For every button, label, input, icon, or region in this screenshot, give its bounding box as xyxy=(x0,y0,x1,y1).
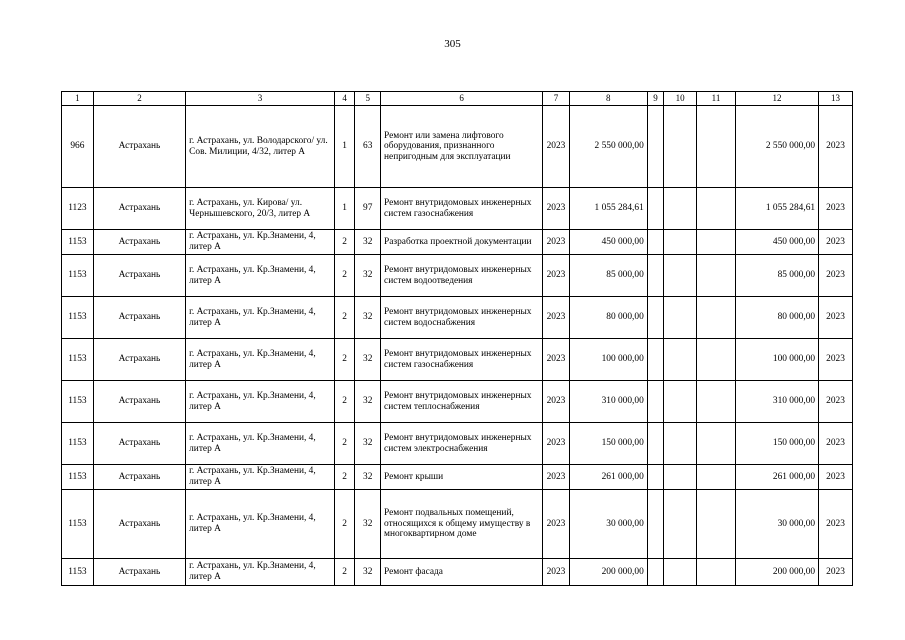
cell-address: г. Астрахань, ул. Кр.Знамени, 4, литер А xyxy=(186,423,335,465)
cell-end: 2023 xyxy=(819,339,853,381)
cell-c9 xyxy=(647,339,663,381)
cell-c5: 97 xyxy=(355,188,381,230)
cell-cost: 2 550 000,00 xyxy=(569,106,647,188)
column-number: 5 xyxy=(355,92,381,106)
table-row xyxy=(62,230,853,255)
cell-city: Астрахань xyxy=(93,381,185,423)
cell-c5: 32 xyxy=(355,381,381,423)
cell-work: Ремонт внутридомовых инженерных систем теплоснабжения xyxy=(381,381,543,423)
cell-cost: 310 000,00 xyxy=(569,381,647,423)
cell-c9 xyxy=(647,230,663,255)
cell-c10 xyxy=(664,297,697,339)
page-number: 305 xyxy=(444,38,461,50)
cell-year: 2023 xyxy=(543,381,570,423)
cell-c4: 2 xyxy=(334,381,355,423)
cell-c4: 2 xyxy=(334,297,355,339)
cell-cost: 150 000,00 xyxy=(569,423,647,465)
column-number: 10 xyxy=(664,92,697,106)
cell-c5: 63 xyxy=(355,106,381,188)
cell-end: 2023 xyxy=(819,465,853,490)
cell-end: 2023 xyxy=(819,297,853,339)
cell-c4: 2 xyxy=(334,490,355,559)
cell-work: Ремонт внутридомовых инженерных систем электроснабжения xyxy=(381,423,543,465)
cell-end: 2023 xyxy=(819,188,853,230)
column-number: 11 xyxy=(697,92,736,106)
cell-c9 xyxy=(647,490,663,559)
column-number: 8 xyxy=(569,92,647,106)
cell-address: г. Астрахань, ул. Кр.Знамени, 4, литер А xyxy=(186,230,335,255)
cell-city: Астрахань xyxy=(93,106,185,188)
cell-end: 2023 xyxy=(819,559,853,586)
column-number: 4 xyxy=(334,92,355,106)
cell-address: г. Астрахань, ул. Володарского/ ул. Сов. Милиции, 4/32, литер А xyxy=(186,106,335,188)
cell-c10 xyxy=(664,255,697,297)
column-number: 13 xyxy=(819,92,853,106)
cell-work: Ремонт внутридомовых инженерных систем газоснабжения xyxy=(381,188,543,230)
cell-cost: 200 000,00 xyxy=(569,559,647,586)
cell-year: 2023 xyxy=(543,188,570,230)
cell-address: г. Астрахань, ул. Кр.Знамени, 4, литер А xyxy=(186,490,335,559)
cell-city: Астрахань xyxy=(93,465,185,490)
cell-id: 1153 xyxy=(62,297,94,339)
cell-c9 xyxy=(647,465,663,490)
cell-c9 xyxy=(647,559,663,586)
cell-c11 xyxy=(697,490,736,559)
cell-cost: 261 000,00 xyxy=(569,465,647,490)
cell-total: 2 550 000,00 xyxy=(735,106,818,188)
cell-address: г. Астрахань, ул. Кирова/ ул. Чернышевского, 20/3, литер А xyxy=(186,188,335,230)
cell-c10 xyxy=(664,423,697,465)
cell-year: 2023 xyxy=(543,423,570,465)
cell-cost: 1 055 284,61 xyxy=(569,188,647,230)
column-number-row xyxy=(62,92,853,106)
cell-c5: 32 xyxy=(355,255,381,297)
cell-city: Астрахань xyxy=(93,490,185,559)
cell-year: 2023 xyxy=(543,255,570,297)
cell-cost: 450 000,00 xyxy=(569,230,647,255)
cell-id: 1153 xyxy=(62,255,94,297)
table-row xyxy=(62,106,853,188)
cell-c4: 2 xyxy=(334,255,355,297)
table-row xyxy=(62,297,853,339)
cell-c4: 2 xyxy=(334,230,355,255)
cell-year: 2023 xyxy=(543,297,570,339)
cell-work: Ремонт внутридомовых инженерных систем газоснабжения xyxy=(381,339,543,381)
cell-c4: 2 xyxy=(334,423,355,465)
cell-total: 80 000,00 xyxy=(735,297,818,339)
cell-end: 2023 xyxy=(819,490,853,559)
column-number: 3 xyxy=(186,92,335,106)
column-number: 7 xyxy=(543,92,570,106)
cell-c5: 32 xyxy=(355,230,381,255)
cell-work: Ремонт или замена лифтового оборудования, признанного непригодным для эксплуатации xyxy=(381,106,543,188)
cell-c11 xyxy=(697,423,736,465)
cell-c9 xyxy=(647,423,663,465)
cell-c11 xyxy=(697,381,736,423)
cell-c10 xyxy=(664,339,697,381)
table-row xyxy=(62,339,853,381)
cell-c10 xyxy=(664,465,697,490)
cell-c5: 32 xyxy=(355,465,381,490)
cell-end: 2023 xyxy=(819,423,853,465)
cell-c9 xyxy=(647,106,663,188)
cell-c11 xyxy=(697,188,736,230)
cell-city: Астрахань xyxy=(93,297,185,339)
cell-c10 xyxy=(664,381,697,423)
table-row xyxy=(62,381,853,423)
cell-c11 xyxy=(697,230,736,255)
cell-id: 1153 xyxy=(62,465,94,490)
cell-total: 100 000,00 xyxy=(735,339,818,381)
cell-c11 xyxy=(697,465,736,490)
cell-year: 2023 xyxy=(543,339,570,381)
cell-c5: 32 xyxy=(355,423,381,465)
cell-year: 2023 xyxy=(543,230,570,255)
cell-address: г. Астрахань, ул. Кр.Знамени, 4, литер А xyxy=(186,381,335,423)
table-row xyxy=(62,423,853,465)
cell-city: Астрахань xyxy=(93,188,185,230)
cell-c9 xyxy=(647,297,663,339)
cell-end: 2023 xyxy=(819,106,853,188)
cell-year: 2023 xyxy=(543,106,570,188)
cell-city: Астрахань xyxy=(93,255,185,297)
cell-id: 1123 xyxy=(62,188,94,230)
cell-c11 xyxy=(697,559,736,586)
cell-c4: 1 xyxy=(334,106,355,188)
cell-total: 85 000,00 xyxy=(735,255,818,297)
cell-id: 1153 xyxy=(62,490,94,559)
cell-year: 2023 xyxy=(543,465,570,490)
column-number: 9 xyxy=(647,92,663,106)
cell-id: 1153 xyxy=(62,339,94,381)
cell-total: 450 000,00 xyxy=(735,230,818,255)
cell-id: 1153 xyxy=(62,423,94,465)
table-row xyxy=(62,188,853,230)
cell-id: 1153 xyxy=(62,559,94,586)
cell-id: 1153 xyxy=(62,381,94,423)
cell-work: Разработка проектной документации xyxy=(381,230,543,255)
cell-total: 150 000,00 xyxy=(735,423,818,465)
cell-id: 1153 xyxy=(62,230,94,255)
cell-cost: 80 000,00 xyxy=(569,297,647,339)
cell-work: Ремонт подвальных помещений, относящихся к общему имуществу в многоквартирном доме xyxy=(381,490,543,559)
cell-year: 2023 xyxy=(543,559,570,586)
cell-work: Ремонт внутридомовых инженерных систем водоснабжения xyxy=(381,297,543,339)
cell-address: г. Астрахань, ул. Кр.Знамени, 4, литер А xyxy=(186,465,335,490)
cell-total: 200 000,00 xyxy=(735,559,818,586)
cell-c11 xyxy=(697,339,736,381)
cell-address: г. Астрахань, ул. Кр.Знамени, 4, литер А xyxy=(186,255,335,297)
table-row xyxy=(62,559,853,586)
cell-work: Ремонт внутридомовых инженерных систем водоотведения xyxy=(381,255,543,297)
cell-c11 xyxy=(697,255,736,297)
cell-total: 30 000,00 xyxy=(735,490,818,559)
cell-c9 xyxy=(647,188,663,230)
cell-city: Астрахань xyxy=(93,423,185,465)
cell-c5: 32 xyxy=(355,490,381,559)
cell-c4: 2 xyxy=(334,559,355,586)
cell-cost: 100 000,00 xyxy=(569,339,647,381)
cell-total: 261 000,00 xyxy=(735,465,818,490)
cell-address: г. Астрахань, ул. Кр.Знамени, 4, литер А xyxy=(186,559,335,586)
column-number: 1 xyxy=(62,92,94,106)
cell-c4: 2 xyxy=(334,339,355,381)
cell-c11 xyxy=(697,106,736,188)
column-number: 2 xyxy=(93,92,185,106)
cell-work: Ремонт фасада xyxy=(381,559,543,586)
cell-c11 xyxy=(697,297,736,339)
cell-id: 966 xyxy=(62,106,94,188)
cell-end: 2023 xyxy=(819,255,853,297)
table-row xyxy=(62,255,853,297)
cell-c10 xyxy=(664,559,697,586)
cell-city: Астрахань xyxy=(93,559,185,586)
cell-c10 xyxy=(664,188,697,230)
column-number: 6 xyxy=(381,92,543,106)
cell-city: Астрахань xyxy=(93,230,185,255)
cell-address: г. Астрахань, ул. Кр.Знамени, 4, литер А xyxy=(186,339,335,381)
cell-year: 2023 xyxy=(543,490,570,559)
cell-cost: 85 000,00 xyxy=(569,255,647,297)
cell-c5: 32 xyxy=(355,339,381,381)
cell-address: г. Астрахань, ул. Кр.Знамени, 4, литер А xyxy=(186,297,335,339)
table-body xyxy=(62,92,853,586)
cell-c10 xyxy=(664,490,697,559)
cell-end: 2023 xyxy=(819,381,853,423)
column-number: 12 xyxy=(735,92,818,106)
cell-c4: 2 xyxy=(334,465,355,490)
cell-c9 xyxy=(647,381,663,423)
cell-c10 xyxy=(664,230,697,255)
cell-work: Ремонт крыши xyxy=(381,465,543,490)
table-row xyxy=(62,465,853,490)
cell-c9 xyxy=(647,255,663,297)
cell-end: 2023 xyxy=(819,230,853,255)
cell-c5: 32 xyxy=(355,297,381,339)
cell-c5: 32 xyxy=(355,559,381,586)
cell-c10 xyxy=(664,106,697,188)
repair-register-table xyxy=(61,91,853,586)
cell-c4: 1 xyxy=(334,188,355,230)
cell-total: 1 055 284,61 xyxy=(735,188,818,230)
table-row xyxy=(62,490,853,559)
cell-city: Астрахань xyxy=(93,339,185,381)
cell-total: 310 000,00 xyxy=(735,381,818,423)
cell-cost: 30 000,00 xyxy=(569,490,647,559)
